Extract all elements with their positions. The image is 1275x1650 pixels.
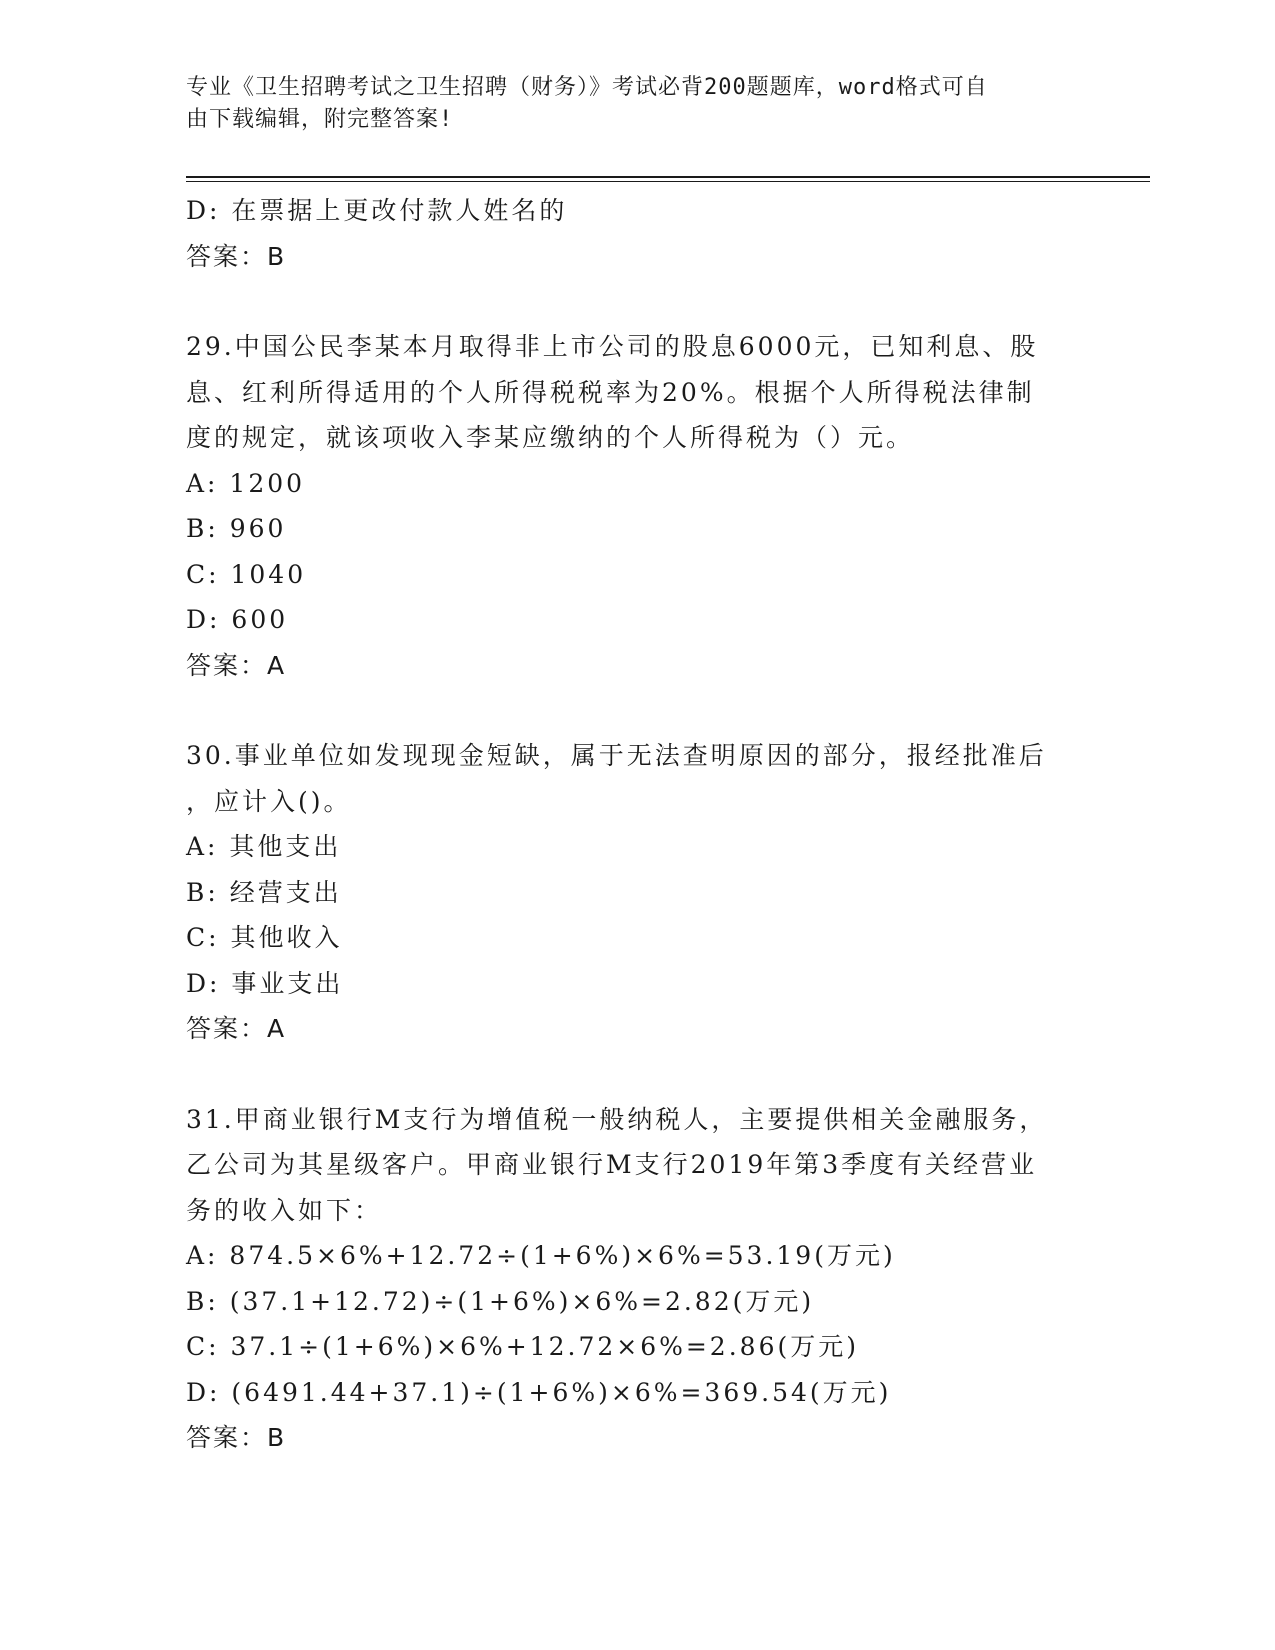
question-stem-line: 29.中国公民李某本月取得非上市公司的股息6000元，已知利息、股 (186, 332, 1039, 361)
header-line-1: 专业《卫生招聘考试之卫生招聘（财务）》考试必背200题题库，word格式可自 (186, 75, 988, 100)
option-d: D: 600 (186, 605, 289, 634)
question-stem-line: ，应计入()。 (186, 786, 352, 816)
answer-line: 答案：A (186, 1014, 287, 1043)
spacer (186, 688, 1086, 733)
option-c: C: 37.1÷(1+6%)×6%+12.72×6%=2.86(万元) (186, 1332, 859, 1361)
question-31 (186, 1097, 1086, 1461)
question-stem-line: 30.事业单位如发现现金短缺，属于无法查明原因的部分，报经批准后 (186, 741, 1047, 770)
option-a: A: 874.5×6%+12.72÷(1+6%)×6%=53.19(万元) (186, 1241, 896, 1270)
prev-question-tail (186, 188, 1086, 279)
option-d: D: 在票据上更改付款人姓名的 (186, 196, 568, 225)
question-stem-line: 乙公司为其星级客户。甲商业银行M支行2019年第3季度有关经营业 (186, 1150, 1038, 1179)
option-a: A: 其他支出 (186, 832, 342, 861)
header-line-2: 由下载编辑，附完整答案! (186, 107, 454, 132)
answer-line: 答案：A (186, 650, 287, 680)
question-stem-line: 31.甲商业银行M支行为增值税一般纳税人，主要提供相关金融服务， (186, 1104, 1048, 1134)
page-header (186, 72, 1086, 136)
document-body (186, 188, 1086, 1461)
option-d: D: (6491.44+37.1)÷(1+6%)×6%=369.54(万元) (186, 1377, 892, 1407)
answer-line: 答案：B (186, 241, 287, 271)
header-divider-thin (186, 181, 1150, 182)
option-c: C: 1040 (186, 559, 307, 589)
question-stem-line: 息、红利所得适用的个人所得税税率为20%。根据个人所得税法律制 (186, 377, 1035, 407)
option-b: B: (37.1+12.72)÷(1+6%)×6%=2.82(万元) (186, 1286, 815, 1316)
header-divider-thick (186, 176, 1150, 178)
question-stem-line: 务的收入如下： (186, 1195, 383, 1225)
answer-line: 答案：B (186, 1423, 287, 1452)
option-b: B: 经营支出 (186, 877, 342, 907)
question-30 (186, 733, 1086, 1052)
spacer (186, 1052, 1086, 1097)
question-stem-line: 度的规定，就该项收入李某应缴纳的个人所得税为（）元。 (186, 423, 915, 452)
option-a: A: 1200 (186, 468, 306, 498)
option-b: B: 960 (186, 514, 287, 543)
spacer (186, 279, 1086, 324)
option-c: C: 其他收入 (186, 923, 343, 952)
option-d: D: 事业支出 (186, 968, 344, 998)
question-29 (186, 324, 1086, 688)
